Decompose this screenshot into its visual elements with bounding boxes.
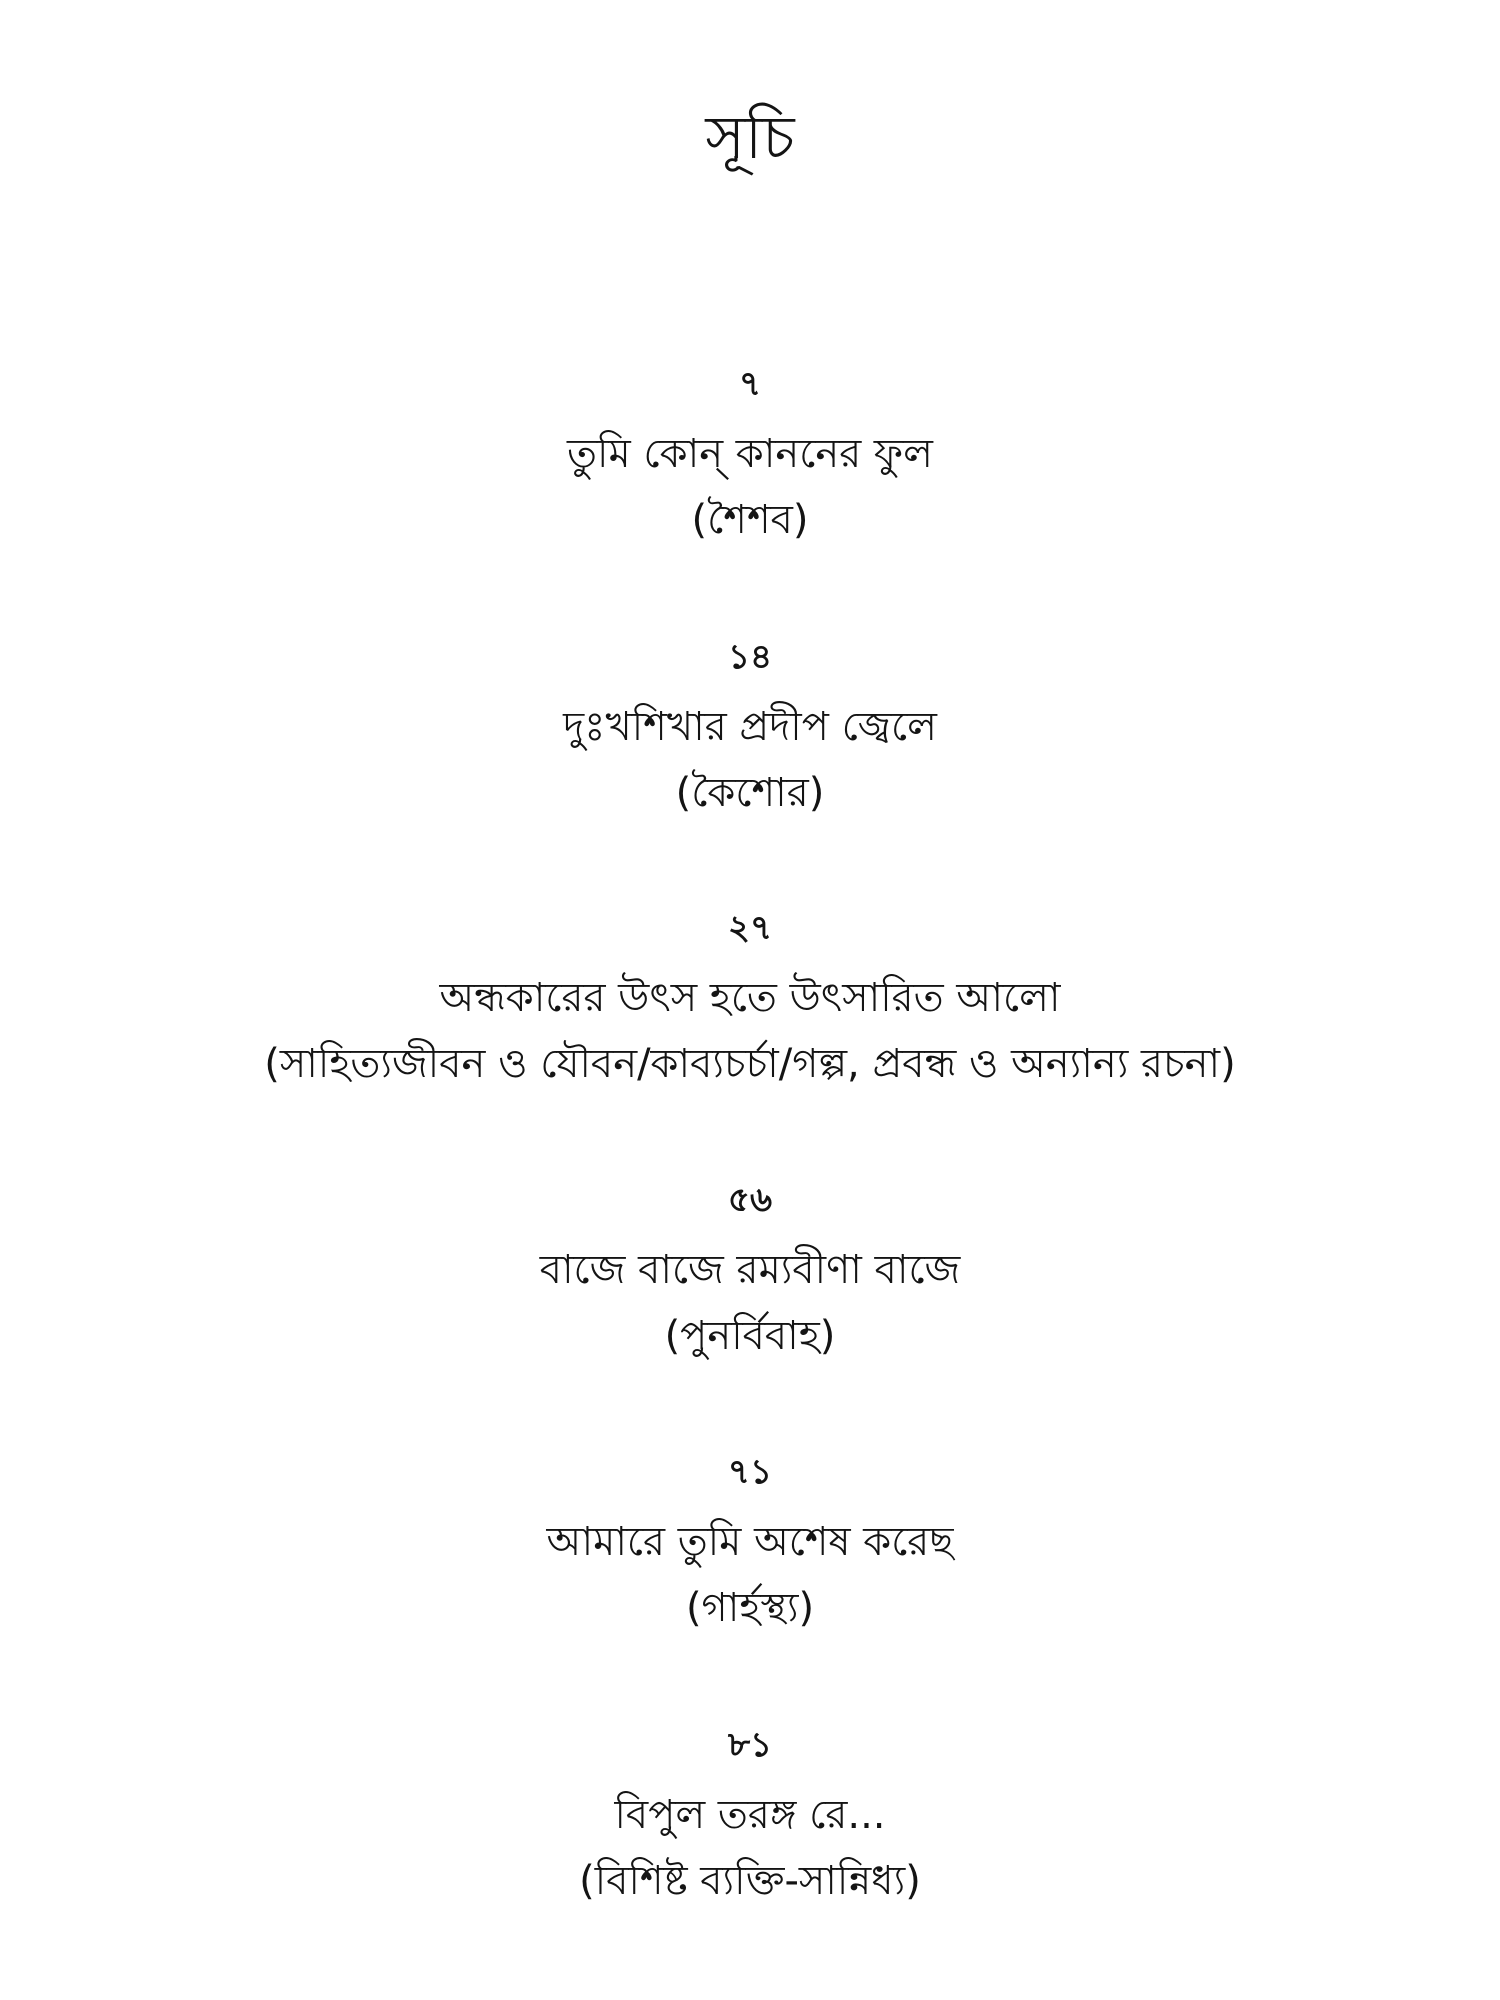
entry-title: বিপুল তরঙ্গ রে... xyxy=(614,1792,886,1838)
toc-entry xyxy=(0,1178,1500,1362)
entry-subtitle: (পুনর্বিবাহ) xyxy=(664,1313,836,1359)
entry-title: দুঃখশিখার প্রদীপ জ্বেলে xyxy=(563,704,937,750)
entry-subtitle: (বিশিষ্ট ব্যক্তি-সান্নিধ্য) xyxy=(579,1858,921,1904)
toc-entry xyxy=(0,362,1500,546)
entry-page-number: ৫৬ xyxy=(727,1180,773,1220)
entry-title: আমারে তুমি অশেষ করেছ xyxy=(546,1519,954,1565)
entry-page-number: ২৭ xyxy=(727,908,773,948)
toc-entry xyxy=(0,1723,1500,1907)
entry-subtitle: (শৈশব) xyxy=(691,497,809,543)
entry-page-number: ৮১ xyxy=(727,1725,773,1765)
page-title: সূচি xyxy=(705,103,795,173)
entry-page-number: ১৪ xyxy=(727,637,773,677)
entry-subtitle: (কৈশোর) xyxy=(675,770,825,816)
entry-subtitle: (সাহিত্যজীবন ও যৌবন/কাব্যচর্চা/গল্প, প্রবন্ধ ও অন্যান্য রচনা) xyxy=(264,1041,1236,1087)
entry-page-number: ৭ xyxy=(738,364,762,404)
toc-entry xyxy=(0,1450,1500,1634)
entry-title: অন্ধকারের উৎস হতে উৎসারিত আলো xyxy=(439,975,1061,1021)
entry-title: বাজে বাজে রম্যবীণা বাজে xyxy=(539,1247,961,1293)
toc-entry xyxy=(0,906,1500,1090)
entry-page-number: ৭১ xyxy=(727,1452,773,1492)
toc-entry xyxy=(0,635,1500,819)
entry-subtitle: (গার্হস্থ্য) xyxy=(685,1585,815,1631)
entry-title: তুমি কোন্ কাননের ফুল xyxy=(567,431,933,477)
